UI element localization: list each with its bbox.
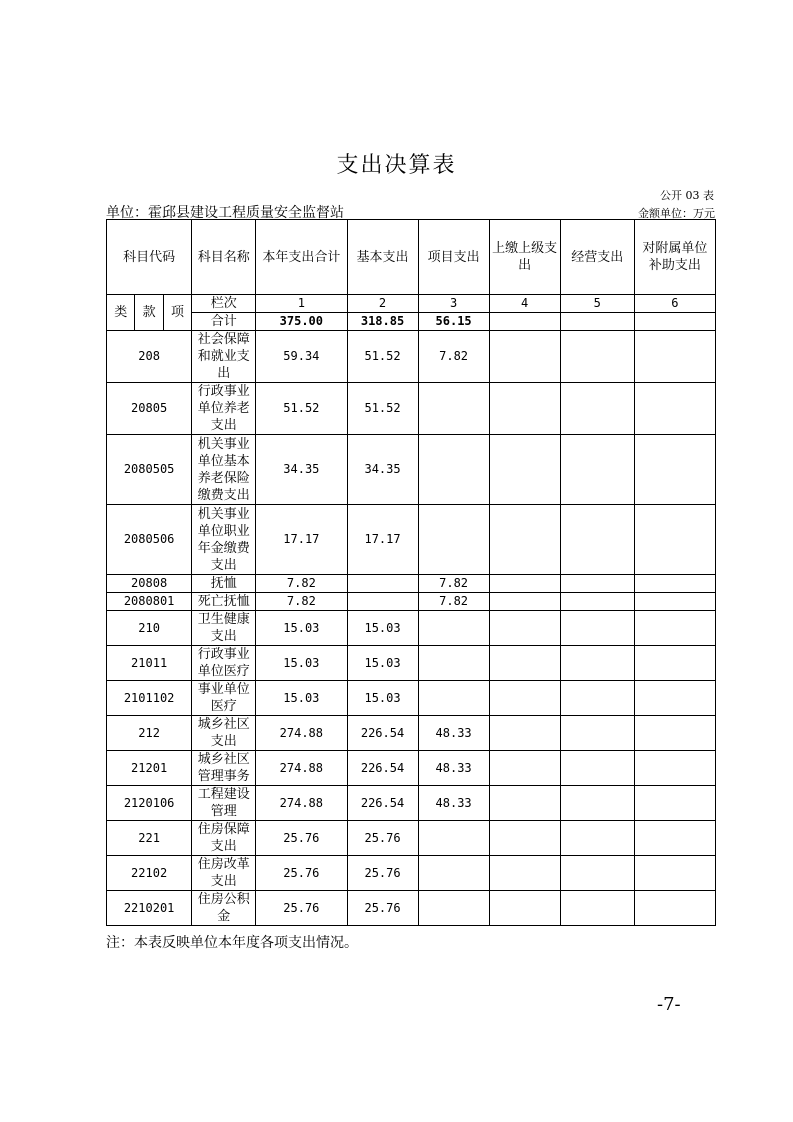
total-row-label: 合计: [192, 313, 256, 331]
row-code: 20805: [107, 383, 192, 435]
row-upper: [489, 646, 560, 681]
row-total: 25.76: [256, 821, 347, 856]
row-code: 2120106: [107, 786, 192, 821]
row-upper: [489, 383, 560, 435]
row-total: 51.52: [256, 383, 347, 435]
header-name: 科目名称: [192, 220, 256, 295]
row-total: 274.88: [256, 716, 347, 751]
row-name: 工程建设管理: [192, 786, 256, 821]
row-total: 274.88: [256, 786, 347, 821]
row-upper: [489, 891, 560, 926]
table-row: [107, 646, 716, 681]
row-operating: [560, 593, 634, 611]
table-row: [107, 716, 716, 751]
row-upper: [489, 331, 560, 383]
row-name: 行政事业单位养老支出: [192, 383, 256, 435]
expenditure-table: [106, 219, 716, 926]
row-code: 2080505: [107, 435, 192, 505]
row-project: [418, 821, 489, 856]
amount-unit: 金额单位：万元: [638, 207, 715, 220]
row-total: 25.76: [256, 856, 347, 891]
header-operating: 经营支出: [560, 220, 634, 295]
row-upper: [489, 681, 560, 716]
row-subsidy: [634, 505, 715, 575]
header-total: 本年支出合计: [256, 220, 347, 295]
total-row-total: 375.00: [256, 313, 347, 331]
row-basic: 226.54: [347, 751, 418, 786]
row-basic: 15.03: [347, 646, 418, 681]
header-basic: 基本支出: [347, 220, 418, 295]
row-basic: 25.76: [347, 891, 418, 926]
header-project: 项目支出: [418, 220, 489, 295]
row-name: 城乡社区支出: [192, 716, 256, 751]
row-code: 2080801: [107, 593, 192, 611]
row-total: 15.03: [256, 681, 347, 716]
row-basic: 34.35: [347, 435, 418, 505]
row-code: 20808: [107, 575, 192, 593]
row-project: [418, 681, 489, 716]
table-row: [107, 681, 716, 716]
table-row: [107, 611, 716, 646]
header-xiang: 项: [163, 295, 191, 331]
row-code: 21011: [107, 646, 192, 681]
row-code: 221: [107, 821, 192, 856]
row-total: 15.03: [256, 611, 347, 646]
row-total: 25.76: [256, 891, 347, 926]
row-name: 死亡抚恤: [192, 593, 256, 611]
row-basic: 226.54: [347, 716, 418, 751]
row-project: [418, 435, 489, 505]
table-row: [107, 821, 716, 856]
row-operating: [560, 786, 634, 821]
row-operating: [560, 435, 634, 505]
row-project: 48.33: [418, 786, 489, 821]
row-subsidy: [634, 331, 715, 383]
row-basic: 51.52: [347, 331, 418, 383]
row-project: [418, 505, 489, 575]
table-row: [107, 786, 716, 821]
row-total: 17.17: [256, 505, 347, 575]
row-code: 208: [107, 331, 192, 383]
table-row: [107, 383, 716, 435]
row-project: [418, 611, 489, 646]
row-total: 7.82: [256, 593, 347, 611]
row-subsidy: [634, 716, 715, 751]
column-3: 3: [418, 295, 489, 313]
row-name: 机关事业单位基本养老保险缴费支出: [192, 435, 256, 505]
row-project: [418, 891, 489, 926]
row-basic: 15.03: [347, 611, 418, 646]
row-upper: [489, 575, 560, 593]
row-name: 机关事业单位职业年金缴费支出: [192, 505, 256, 575]
row-operating: [560, 751, 634, 786]
total-row-operating: [560, 313, 634, 331]
row-upper: [489, 821, 560, 856]
column-row-label: 栏次: [192, 295, 256, 313]
row-code: 2210201: [107, 891, 192, 926]
row-code: 21201: [107, 751, 192, 786]
total-row-upper: [489, 313, 560, 331]
row-upper: [489, 856, 560, 891]
row-project: 7.82: [418, 331, 489, 383]
row-upper: [489, 786, 560, 821]
column-4: 4: [489, 295, 560, 313]
header-kuan: 款: [135, 295, 163, 331]
row-code: 22102: [107, 856, 192, 891]
table-row: [107, 891, 716, 926]
row-upper: [489, 593, 560, 611]
row-basic: [347, 593, 418, 611]
row-operating: [560, 821, 634, 856]
header-lei: 类: [107, 295, 135, 331]
row-upper: [489, 435, 560, 505]
row-project: 7.82: [418, 575, 489, 593]
row-operating: [560, 856, 634, 891]
row-subsidy: [634, 575, 715, 593]
row-basic: [347, 575, 418, 593]
row-project: [418, 856, 489, 891]
row-subsidy: [634, 786, 715, 821]
row-upper: [489, 751, 560, 786]
row-code: 2101102: [107, 681, 192, 716]
table-row: [107, 856, 716, 891]
row-operating: [560, 681, 634, 716]
header-subsidy: 对附属单位补助支出: [634, 220, 715, 295]
row-operating: [560, 891, 634, 926]
row-subsidy: [634, 383, 715, 435]
row-subsidy: [634, 821, 715, 856]
table-row: [107, 593, 716, 611]
row-subsidy: [634, 435, 715, 505]
row-upper: [489, 505, 560, 575]
row-operating: [560, 331, 634, 383]
row-basic: 25.76: [347, 856, 418, 891]
row-project: [418, 646, 489, 681]
table-row: [107, 435, 716, 505]
table-row: [107, 575, 716, 593]
row-basic: 15.03: [347, 681, 418, 716]
row-subsidy: [634, 593, 715, 611]
column-2: 2: [347, 295, 418, 313]
table-note: 注：本表反映单位本年度各项支出情况。: [106, 935, 358, 951]
row-operating: [560, 505, 634, 575]
row-subsidy: [634, 856, 715, 891]
row-upper: [489, 611, 560, 646]
row-project: 7.82: [418, 593, 489, 611]
row-name: 抚恤: [192, 575, 256, 593]
row-subsidy: [634, 751, 715, 786]
row-name: 住房改革支出: [192, 856, 256, 891]
form-number: 公开 03 表: [660, 189, 714, 202]
total-row-subsidy: [634, 313, 715, 331]
row-basic: 51.52: [347, 383, 418, 435]
row-basic: 25.76: [347, 821, 418, 856]
row-code: 210: [107, 611, 192, 646]
row-subsidy: [634, 646, 715, 681]
row-total: 59.34: [256, 331, 347, 383]
row-name: 社会保障和就业支出: [192, 331, 256, 383]
row-basic: 226.54: [347, 786, 418, 821]
page-number: -7-: [657, 994, 681, 1015]
row-operating: [560, 611, 634, 646]
row-operating: [560, 383, 634, 435]
unit-label: 单位：霍邱县建设工程质量安全监督站: [106, 205, 344, 221]
row-name: 住房公积金: [192, 891, 256, 926]
row-total: 15.03: [256, 646, 347, 681]
table-row: [107, 751, 716, 786]
row-project: [418, 383, 489, 435]
page-title: 支出决算表: [336, 153, 457, 178]
row-total: 7.82: [256, 575, 347, 593]
header-upper: 上缴上级支出: [489, 220, 560, 295]
table-row: [107, 331, 716, 383]
row-project: 48.33: [418, 716, 489, 751]
row-subsidy: [634, 611, 715, 646]
column-1: 1: [256, 295, 347, 313]
row-total: 274.88: [256, 751, 347, 786]
row-total: 34.35: [256, 435, 347, 505]
column-6: 6: [634, 295, 715, 313]
column-5: 5: [560, 295, 634, 313]
row-name: 住房保障支出: [192, 821, 256, 856]
row-name: 事业单位医疗: [192, 681, 256, 716]
row-operating: [560, 646, 634, 681]
header-code: 科目代码: [107, 220, 192, 295]
row-project: 48.33: [418, 751, 489, 786]
row-upper: [489, 716, 560, 751]
row-name: 卫生健康支出: [192, 611, 256, 646]
row-name: 行政事业单位医疗: [192, 646, 256, 681]
row-name: 城乡社区管理事务: [192, 751, 256, 786]
total-row-project: 56.15: [418, 313, 489, 331]
row-code: 212: [107, 716, 192, 751]
total-row-basic: 318.85: [347, 313, 418, 331]
row-subsidy: [634, 681, 715, 716]
row-subsidy: [634, 891, 715, 926]
row-operating: [560, 716, 634, 751]
row-operating: [560, 575, 634, 593]
row-basic: 17.17: [347, 505, 418, 575]
row-code: 2080506: [107, 505, 192, 575]
table-row: [107, 505, 716, 575]
